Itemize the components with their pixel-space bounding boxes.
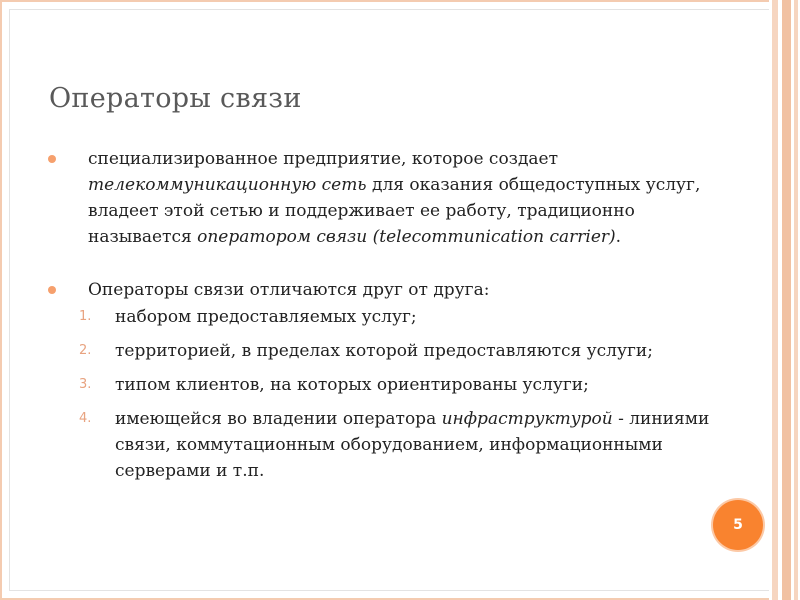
page-number-badge: 5 <box>713 500 763 550</box>
decorative-stripes <box>769 0 800 600</box>
bullet-text: Операторы связи отличаются друг от друга: <box>88 280 490 300</box>
text-segment: - линиями связи, коммутационным оборудованием, информационными серверами и т.п. <box>115 409 710 481</box>
list-item-text: набором предоставляемых услуг; <box>115 307 417 327</box>
bullet-definition <box>48 146 738 250</box>
list-item <box>48 406 738 484</box>
bullet-dot-icon <box>48 155 56 163</box>
list-number: 2. <box>79 343 92 358</box>
text-segment: . <box>615 227 622 247</box>
list-item <box>48 304 738 330</box>
numbered-list <box>48 304 738 484</box>
text-segment: имеющейся во владении оператора <box>115 409 442 429</box>
term-infrastructure: инфраструктурой <box>441 409 613 429</box>
bullet-dot-icon <box>48 286 56 294</box>
list-item-text: типом клиентов, на которых ориентированы услуги; <box>115 375 589 395</box>
slide-title: Операторы связи <box>49 83 302 114</box>
list-number: 4. <box>79 411 92 426</box>
list-item-text <box>115 409 709 481</box>
list-number: 3. <box>79 377 92 392</box>
list-item-text: территорией, в пределах которой предоставляются услуги; <box>115 341 653 361</box>
list-item <box>48 372 738 398</box>
bullet-differences <box>48 277 738 303</box>
list-number: 1. <box>79 309 92 324</box>
term-operator: оператором связи (telecommunication carrier) <box>197 227 616 247</box>
slide-content <box>48 146 738 492</box>
list-item <box>48 338 738 364</box>
text-segment: для оказания общедоступных услуг, владеет этой сетью и поддерживает ее работу, традиционно называется <box>88 175 701 247</box>
bullet-text <box>88 149 700 247</box>
text-segment: специализированное предприятие, которое создает <box>88 149 559 169</box>
term-telecom-network: телекоммуникационную сеть <box>88 175 367 195</box>
